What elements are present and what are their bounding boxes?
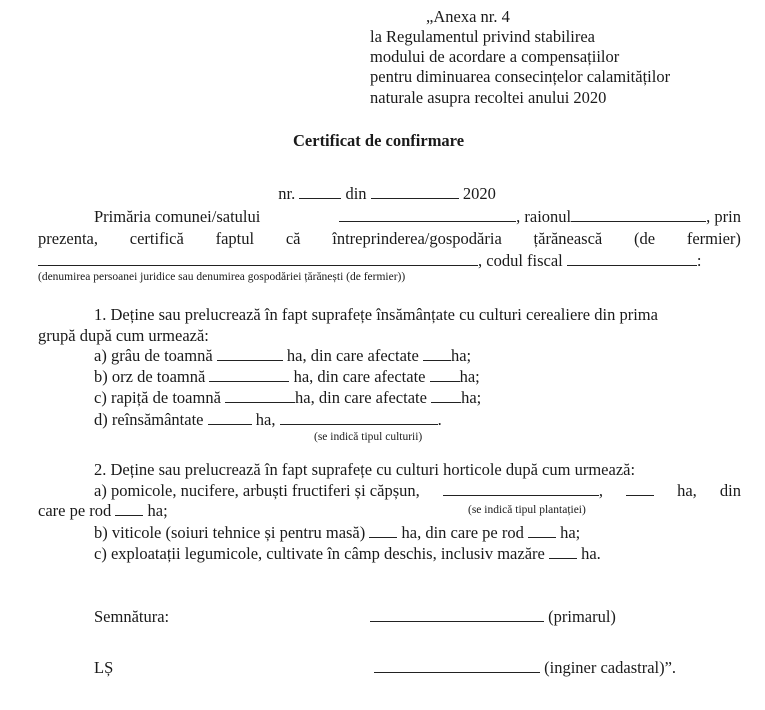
item-a-fruit bbox=[94, 481, 741, 501]
din-label: din bbox=[345, 184, 367, 203]
item-d-resown bbox=[94, 410, 442, 430]
wheat-label: a) grâu de toamnă bbox=[94, 346, 213, 365]
signature-label: Semnătura: bbox=[94, 607, 170, 626]
barley-label: b) orz de toamnă bbox=[94, 367, 206, 386]
intro-line-3 bbox=[38, 251, 701, 271]
intro-line-1 bbox=[94, 207, 741, 227]
fiscal-code-field[interactable] bbox=[567, 251, 697, 266]
ha-label: ha. bbox=[581, 544, 601, 563]
bearing-label: ha, din care pe rod bbox=[401, 523, 524, 542]
word: fermier) bbox=[686, 229, 741, 248]
ha-label: ha; bbox=[461, 388, 482, 407]
ha-label: ha; bbox=[147, 501, 168, 520]
engineer-label: (inginer cadastral)”. bbox=[544, 658, 677, 677]
rapeseed-affected-field[interactable] bbox=[431, 388, 461, 403]
document-title: Certificat de confirmare bbox=[293, 131, 465, 150]
nr-label: nr. bbox=[278, 184, 296, 203]
word: faptul bbox=[215, 229, 255, 248]
number-line bbox=[270, 164, 496, 204]
annex-title: „Anexa nr. 4 bbox=[426, 7, 510, 26]
item-c-rapeseed bbox=[94, 388, 481, 408]
item-b-vineyard bbox=[94, 523, 580, 543]
crop-type-note: (se indică tipul culturii) bbox=[314, 431, 423, 443]
district-field[interactable] bbox=[571, 207, 706, 222]
colon: : bbox=[696, 251, 702, 270]
date-field[interactable] bbox=[371, 184, 459, 199]
barley-affected-field[interactable] bbox=[430, 367, 460, 382]
rapeseed-area-field[interactable] bbox=[225, 388, 295, 403]
ha-label: ha, bbox=[255, 410, 276, 429]
crop-type-field[interactable] bbox=[280, 410, 438, 425]
item-b-barley bbox=[94, 367, 480, 387]
item-a-wheat bbox=[94, 346, 471, 366]
commune-label: Primăria comunei/satului bbox=[94, 207, 261, 226]
resown-area-field[interactable] bbox=[208, 410, 252, 425]
wheat-area-field[interactable] bbox=[217, 346, 283, 361]
section1-line-2: grupă după cum urmează: bbox=[38, 326, 209, 345]
engineer-signature bbox=[374, 658, 676, 678]
ha-label: ha; bbox=[560, 523, 581, 542]
vineyard-area-field[interactable] bbox=[369, 523, 397, 538]
fruit-label: a) pomicole, nucifere, arbuști fructiferi și căpșun, bbox=[94, 481, 420, 500]
word: că bbox=[285, 229, 301, 248]
mayor-label: (primarul) bbox=[548, 607, 616, 626]
word: certifică bbox=[129, 229, 184, 248]
number-field[interactable] bbox=[299, 184, 341, 199]
annex-line-3: modului de acordare a compensațiilor bbox=[370, 47, 620, 66]
entity-name-field[interactable] bbox=[38, 251, 478, 266]
word: prezenta, bbox=[38, 229, 98, 248]
vineyard-label: b) viticole (soiuri tehnice și pentru masă) bbox=[94, 523, 366, 542]
ha-label: ha, bbox=[677, 481, 697, 500]
affected-label: ha, din care afectate bbox=[286, 346, 419, 365]
word: întreprinderea/gospodăria bbox=[332, 229, 502, 248]
plantation-type-field[interactable] bbox=[443, 481, 599, 496]
item-c-vegetables bbox=[94, 544, 601, 564]
ha-label: ha; bbox=[450, 346, 472, 365]
annex-line-5: naturale asupra recoltei anului 2020 bbox=[370, 88, 607, 107]
affected-label: ha, din care afectate bbox=[293, 367, 426, 386]
comma: , bbox=[598, 481, 603, 500]
annex-line-4: pentru diminuarea consecințelor calamităților bbox=[370, 67, 671, 86]
fruit-area-field[interactable] bbox=[626, 481, 654, 496]
seal-label: LȘ bbox=[94, 658, 114, 677]
prin-word: , prin bbox=[706, 207, 741, 226]
vineyard-bearing-field[interactable] bbox=[528, 523, 556, 538]
vegetables-area-field[interactable] bbox=[549, 544, 577, 559]
mayor-signature-field[interactable] bbox=[370, 607, 544, 622]
section1-line-1: 1. Deține sau prelucrează în fapt suprafețe însămânțate cu culturi cerealiere din prima bbox=[94, 305, 658, 324]
item-a-fruit-cont bbox=[38, 501, 168, 521]
fiscal-code-label: , codul fiscal bbox=[478, 251, 563, 270]
rapeseed-label: c) rapiță de toamnă bbox=[94, 388, 221, 407]
ha-label: ha; bbox=[459, 367, 480, 386]
district-label: , raionul bbox=[516, 207, 572, 226]
vegetables-label: c) exploatații legumicole, cultivate în câmp deschis, inclusiv mazăre bbox=[94, 544, 545, 563]
resown-label: d) reînsământate bbox=[94, 410, 204, 429]
wheat-affected-field[interactable] bbox=[423, 346, 451, 361]
fruit-bearing-field[interactable] bbox=[115, 501, 143, 516]
word: (de bbox=[634, 229, 656, 248]
intro-line-2 bbox=[38, 229, 741, 249]
annex-line-2: la Regulamentul privind stabilirea bbox=[370, 27, 595, 46]
affected-label: ha, din care afectate bbox=[295, 388, 427, 407]
commune-field[interactable] bbox=[339, 207, 516, 222]
din-word: din bbox=[719, 481, 741, 500]
barley-area-field[interactable] bbox=[209, 367, 289, 382]
word: țărănească bbox=[533, 229, 603, 248]
bearing-label: care pe rod bbox=[38, 501, 112, 520]
engineer-signature-field[interactable] bbox=[374, 658, 540, 673]
mayor-signature bbox=[370, 607, 616, 627]
year: 2020 bbox=[462, 184, 496, 203]
plantation-type-note: (se indică tipul plantației) bbox=[468, 504, 586, 516]
section2-line-1: 2. Deține sau prelucrează în fapt suprafețe cu culturi horticole după cum urmează: bbox=[94, 460, 636, 479]
entity-note: (denumirea persoanei juridice sau denumirea gospodăriei țărănești (de fermier)) bbox=[38, 271, 406, 283]
period: . bbox=[437, 410, 442, 429]
